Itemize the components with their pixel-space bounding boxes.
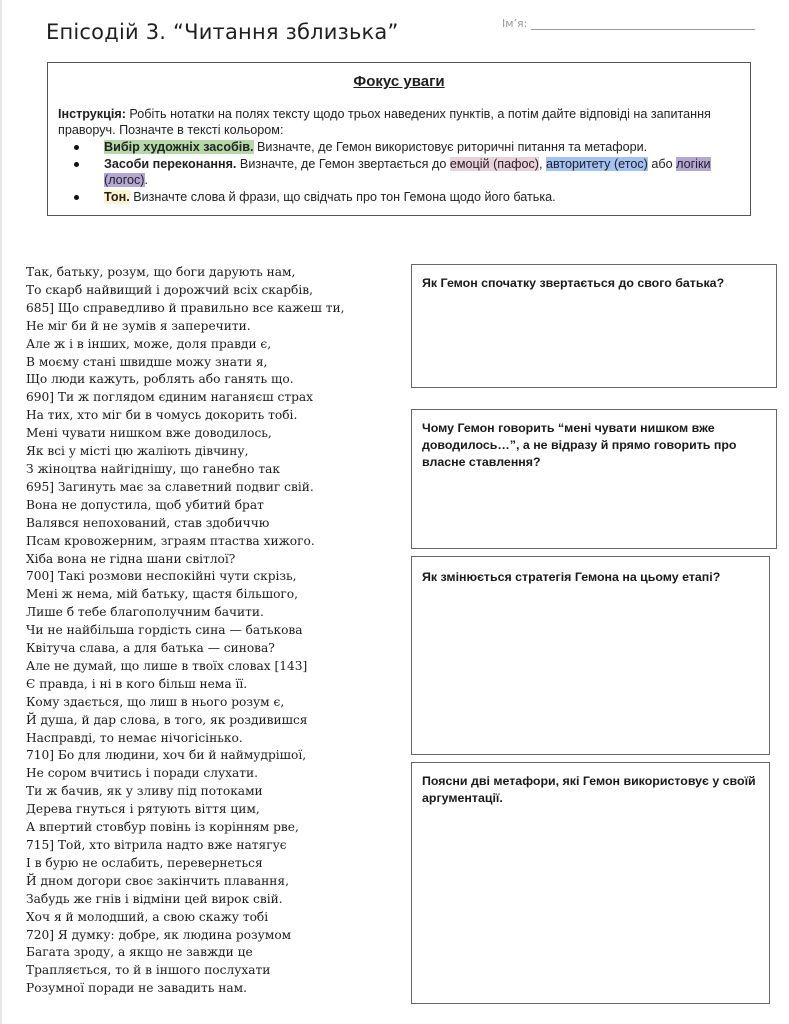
poem-line: В моєму стані швидше можу знати я,	[26, 354, 268, 369]
poem-line: Кому здається, що лиш в нього розум є,	[26, 694, 285, 709]
bullet-dot-icon	[74, 162, 79, 167]
poem-line: Валявся непохований, став здобиччю	[26, 515, 270, 530]
poem-line: Хоч я й молодший, а свою скажу тобі	[26, 909, 269, 924]
poem-line: Забудь же гнів і відміни цей вирок свій.	[26, 891, 283, 906]
poem-line: На тих, хто міг би в чомусь докорить тобі.	[26, 408, 298, 423]
logos-highlight: логіки (логос)	[104, 156, 711, 187]
question-box-2[interactable]	[411, 409, 777, 549]
poem-text	[26, 264, 386, 998]
bullet-label-artistic-means: Вибір художніх засобів.	[104, 140, 254, 154]
poem-line: Лише б тебе благополучним бачити.	[26, 605, 264, 620]
name-label: Ім’я:	[502, 17, 528, 30]
poem-line: Чи не найбільша гордість сина — батькова	[26, 623, 303, 638]
poem-line: Не міг би й не зумів я заперечити.	[26, 318, 251, 333]
bullet-dot-icon	[74, 145, 79, 150]
poem-line: 720] Я думку: добре, як людина розумом	[26, 927, 292, 942]
poem-line: Так, батьку, розум, що боги дарують нам,	[26, 265, 296, 279]
pathos-highlight: емоцій (пафос)	[449, 156, 539, 171]
poem-line: Дерева гнуться і рятують віття цим,	[26, 802, 260, 817]
poem-line: Трапляється, то й в іншого послухати	[26, 963, 271, 978]
poem-line: Не сором вчитись і поради слухати.	[26, 766, 259, 781]
ethos-highlight: авторитету (етос)	[545, 156, 648, 171]
poem-line: І в бурю не ослабить, перевернеться	[26, 855, 263, 870]
focus-title: Фокус уваги	[353, 73, 445, 90]
poem-line: А впертий стовбур повінь із корінням рве,	[26, 820, 299, 835]
bullet-label-persuasion: Засоби переконання.	[104, 156, 237, 171]
question-box-3[interactable]	[411, 556, 770, 755]
poem-line: 685] Що справедливо й правильно все кажеш ти,	[26, 300, 345, 315]
bullet-label-tone: Тон.	[104, 189, 130, 204]
bullet-tone	[62, 189, 752, 206]
poem-line: Псам кровожерним, зграям птаства хижого.	[26, 533, 315, 548]
poem-line: 700] Такі розмови неспокійні чути скрізь,	[26, 569, 297, 584]
poem-line: Квітуча слава, а для батька — синова?	[26, 641, 275, 656]
focus-bullets	[62, 139, 752, 205]
instruction-text: Робіть нотатки на полях тексту щодо трьох наведених пунктів, а потім дайте відповіді на запитання праворуч. Позначте в тексті кольором:	[58, 107, 711, 137]
poem-line: Ти ж бачив, як у зливу під потоками	[26, 784, 263, 799]
poem-line: Що люди кажуть, роблять або ганять що.	[26, 372, 294, 387]
bullet-text: Визначте, де Гемон використовує риторичні питання та метафори.	[253, 140, 648, 154]
question-text: Поясни дві метафори, які Гемон використовує у своїй аргументації.	[422, 774, 756, 805]
instruction-label: Інструкція:	[58, 107, 126, 121]
answer-area[interactable]	[422, 325, 766, 379]
poem-line: Багата зроду, а якщо не завжди це	[26, 945, 253, 960]
poem-line: Мені ж нема, мій батьку, щастя більшого,	[26, 587, 298, 602]
question-text: Чому Гемон говорить “мені чувати нишком вже доводилось…”, а не відразу й прямо говорить про власне ставлення?	[422, 421, 737, 469]
poem-line: Але не думай, що лише в твоїх словах [143]	[26, 658, 308, 673]
poem-line: Є правда, і ні в кого більш нема її.	[26, 676, 248, 691]
answer-area[interactable]	[422, 823, 759, 995]
poem-line: Мені чувати нишком вже доводилось,	[26, 426, 272, 441]
name-input-line[interactable]	[531, 19, 755, 30]
separator: ,	[538, 156, 546, 171]
question-text: Як змінюється стратегія Гемона на цьому етапі?	[422, 570, 721, 584]
poem-line: 695] Загинуть має за славетний подвиг свій.	[26, 479, 314, 494]
answer-area[interactable]	[422, 617, 759, 746]
poem-line: Але ж і в інших, може, доля правди є,	[26, 336, 272, 351]
poem-line: Вона не допустила, щоб убитий брат	[26, 497, 264, 512]
page-title: Епісодій 3. “Читання зблизька”	[46, 20, 399, 44]
poem-line: 715] Той, хто вітрила надто вже натягує	[26, 838, 287, 852]
poem-line: Й душа, й дар слова, в того, як роздивишся	[26, 712, 308, 727]
bullet-text: Визначте слова й фрази, що свідчать про тон Гемона щодо його батька.	[129, 189, 556, 204]
instruction	[58, 106, 738, 138]
question-box-4[interactable]	[411, 762, 770, 1004]
answer-area[interactable]	[422, 470, 766, 540]
question-box-1[interactable]	[411, 264, 777, 388]
poem-line: Насправді, то немає нічогісінько.	[26, 730, 243, 745]
poem-line: 690] Ти ж поглядом єдиним наганяєш страх	[26, 390, 314, 405]
poem-line: Розумної поради не завадить нам.	[26, 981, 247, 996]
poem-line: З жіноцтва найгіднішу, що ганебно так	[26, 461, 281, 476]
separator: або	[647, 156, 677, 171]
poem-line: Хіба вона не гідна шани світлої?	[26, 551, 236, 566]
question-text: Як Гемон спочатку звертається до свого батька?	[422, 276, 725, 290]
poem-line: Як всі у місті цю жаліють дівчину,	[26, 444, 249, 459]
focus-box	[47, 62, 751, 216]
poem-line: 710] Бо для людини, хоч би й наймудрішої,	[26, 748, 307, 763]
bullet-dot-icon	[74, 195, 79, 200]
bullet-artistic-means	[62, 139, 752, 156]
bullet-persuasion	[62, 156, 752, 189]
bullet-text: Визначте, де Гемон звертається до	[236, 156, 450, 171]
page-left-edge	[0, 0, 2, 1024]
period: .	[144, 173, 148, 187]
name-field-row	[502, 17, 755, 30]
poem-line: Й дном догори своє закінчить плавання,	[26, 873, 289, 888]
poem-line: То скарб найвищий і дорожчий всіх скарбів,	[26, 282, 313, 297]
